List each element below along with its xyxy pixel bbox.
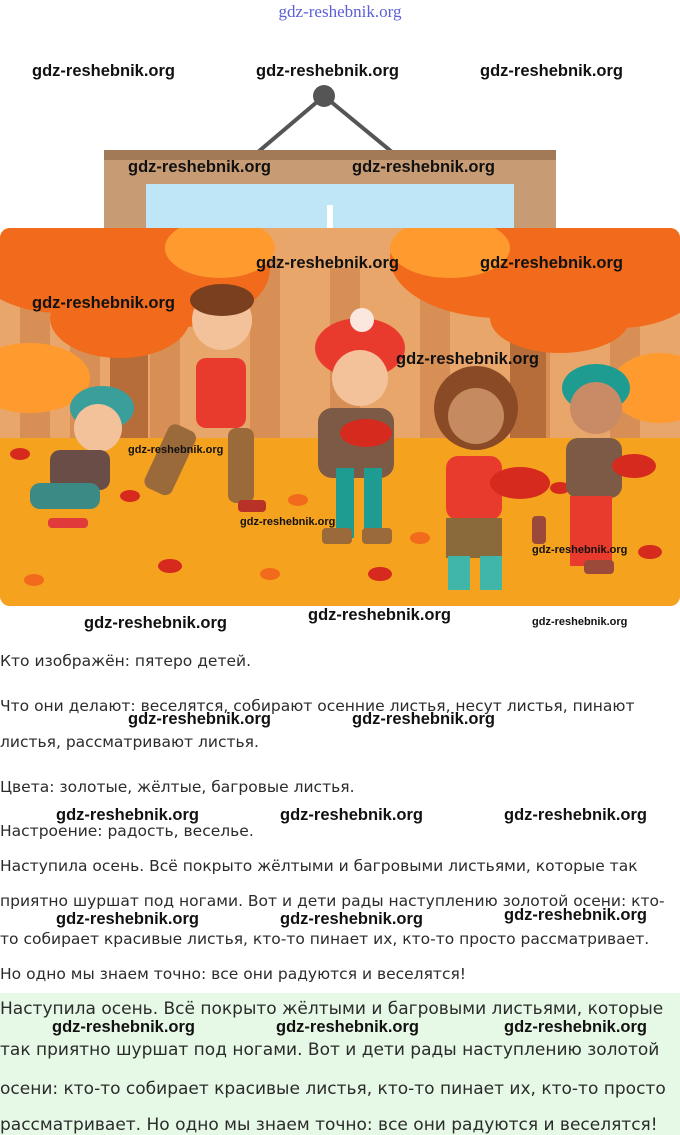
who-line: Кто изображён: пятеро детей.	[0, 652, 252, 670]
story-line-1: Наступила осень. Всё покрыто жёлтыми и багровыми листьями, которые так	[0, 857, 638, 875]
watermark: gdz-reshebnik.org	[256, 62, 400, 80]
watermark: gdz-reshebnik.org	[280, 910, 424, 928]
watermark: gdz-reshebnik.org	[280, 806, 424, 824]
what-line-1: Что они делают: веселятся, собирают осенние листья, несут листья, пинают	[0, 697, 635, 715]
watermark: gdz-reshebnik.org	[532, 616, 628, 628]
colors-line: Цвета: золотые, жёлтые, багровые листья.	[0, 778, 355, 796]
watermark: gdz-reshebnik.org	[504, 1018, 648, 1036]
watermark: gdz-reshebnik.org	[52, 1018, 196, 1036]
watermark: gdz-reshebnik.org	[480, 254, 624, 272]
watermark: gdz-reshebnik.org	[32, 62, 176, 80]
watermark: gdz-reshebnik.org	[532, 544, 628, 556]
answer-box	[0, 993, 680, 1135]
watermark: gdz-reshebnik.org	[352, 710, 496, 728]
answer-line-4: рассматривает. Но одно мы знаем точно: все они радуются и веселятся!	[0, 1115, 658, 1135]
what-line-2: листья, рассматривают листья.	[0, 733, 259, 751]
watermark: gdz-reshebnik.org	[352, 158, 496, 176]
watermark: gdz-reshebnik.org	[504, 806, 648, 824]
watermark: gdz-reshebnik.org	[240, 516, 336, 528]
story-line-3: то собирает красивые листья, кто-то пинает их, кто-то просто рассматривает.	[0, 930, 650, 948]
mood-line: Настроение: радость, веселье.	[0, 822, 254, 840]
watermark: gdz-reshebnik.org	[308, 606, 452, 624]
answer-line-2: так приятно шуршат под ногами. Вот и дети рады наступлению золотой	[0, 1040, 660, 1060]
site-link[interactable]: gdz-reshebnik.org	[278, 2, 402, 21]
watermark: gdz-reshebnik.org	[396, 350, 540, 368]
watermark: gdz-reshebnik.org	[480, 62, 624, 80]
picture-scene	[0, 228, 680, 606]
watermark: gdz-reshebnik.org	[128, 710, 272, 728]
watermark: gdz-reshebnik.org	[32, 294, 176, 312]
story-line-4: Но одно мы знаем точно: все они радуются и веселятся!	[0, 965, 466, 983]
watermark: gdz-reshebnik.org	[128, 158, 272, 176]
watermark: gdz-reshebnik.org	[56, 910, 200, 928]
watermark: gdz-reshebnik.org	[276, 1018, 420, 1036]
answer-line-1: Наступила осень. Всё покрыто жёлтыми и багровыми листьями, которые	[0, 999, 664, 1019]
watermark: gdz-reshebnik.org	[84, 614, 228, 632]
watermark: gdz-reshebnik.org	[504, 906, 648, 924]
story-line-2: приятно шуршат под ногами. Вот и дети рады наступлению золотой осени: кто-	[0, 892, 665, 910]
watermark: gdz-reshebnik.org	[56, 806, 200, 824]
watermark: gdz-reshebnik.org	[256, 254, 400, 272]
answer-line-3: осени: кто-то собирает красивые листья, кто-то пинает их, кто-то просто	[0, 1079, 666, 1099]
watermark: gdz-reshebnik.org	[128, 444, 224, 456]
